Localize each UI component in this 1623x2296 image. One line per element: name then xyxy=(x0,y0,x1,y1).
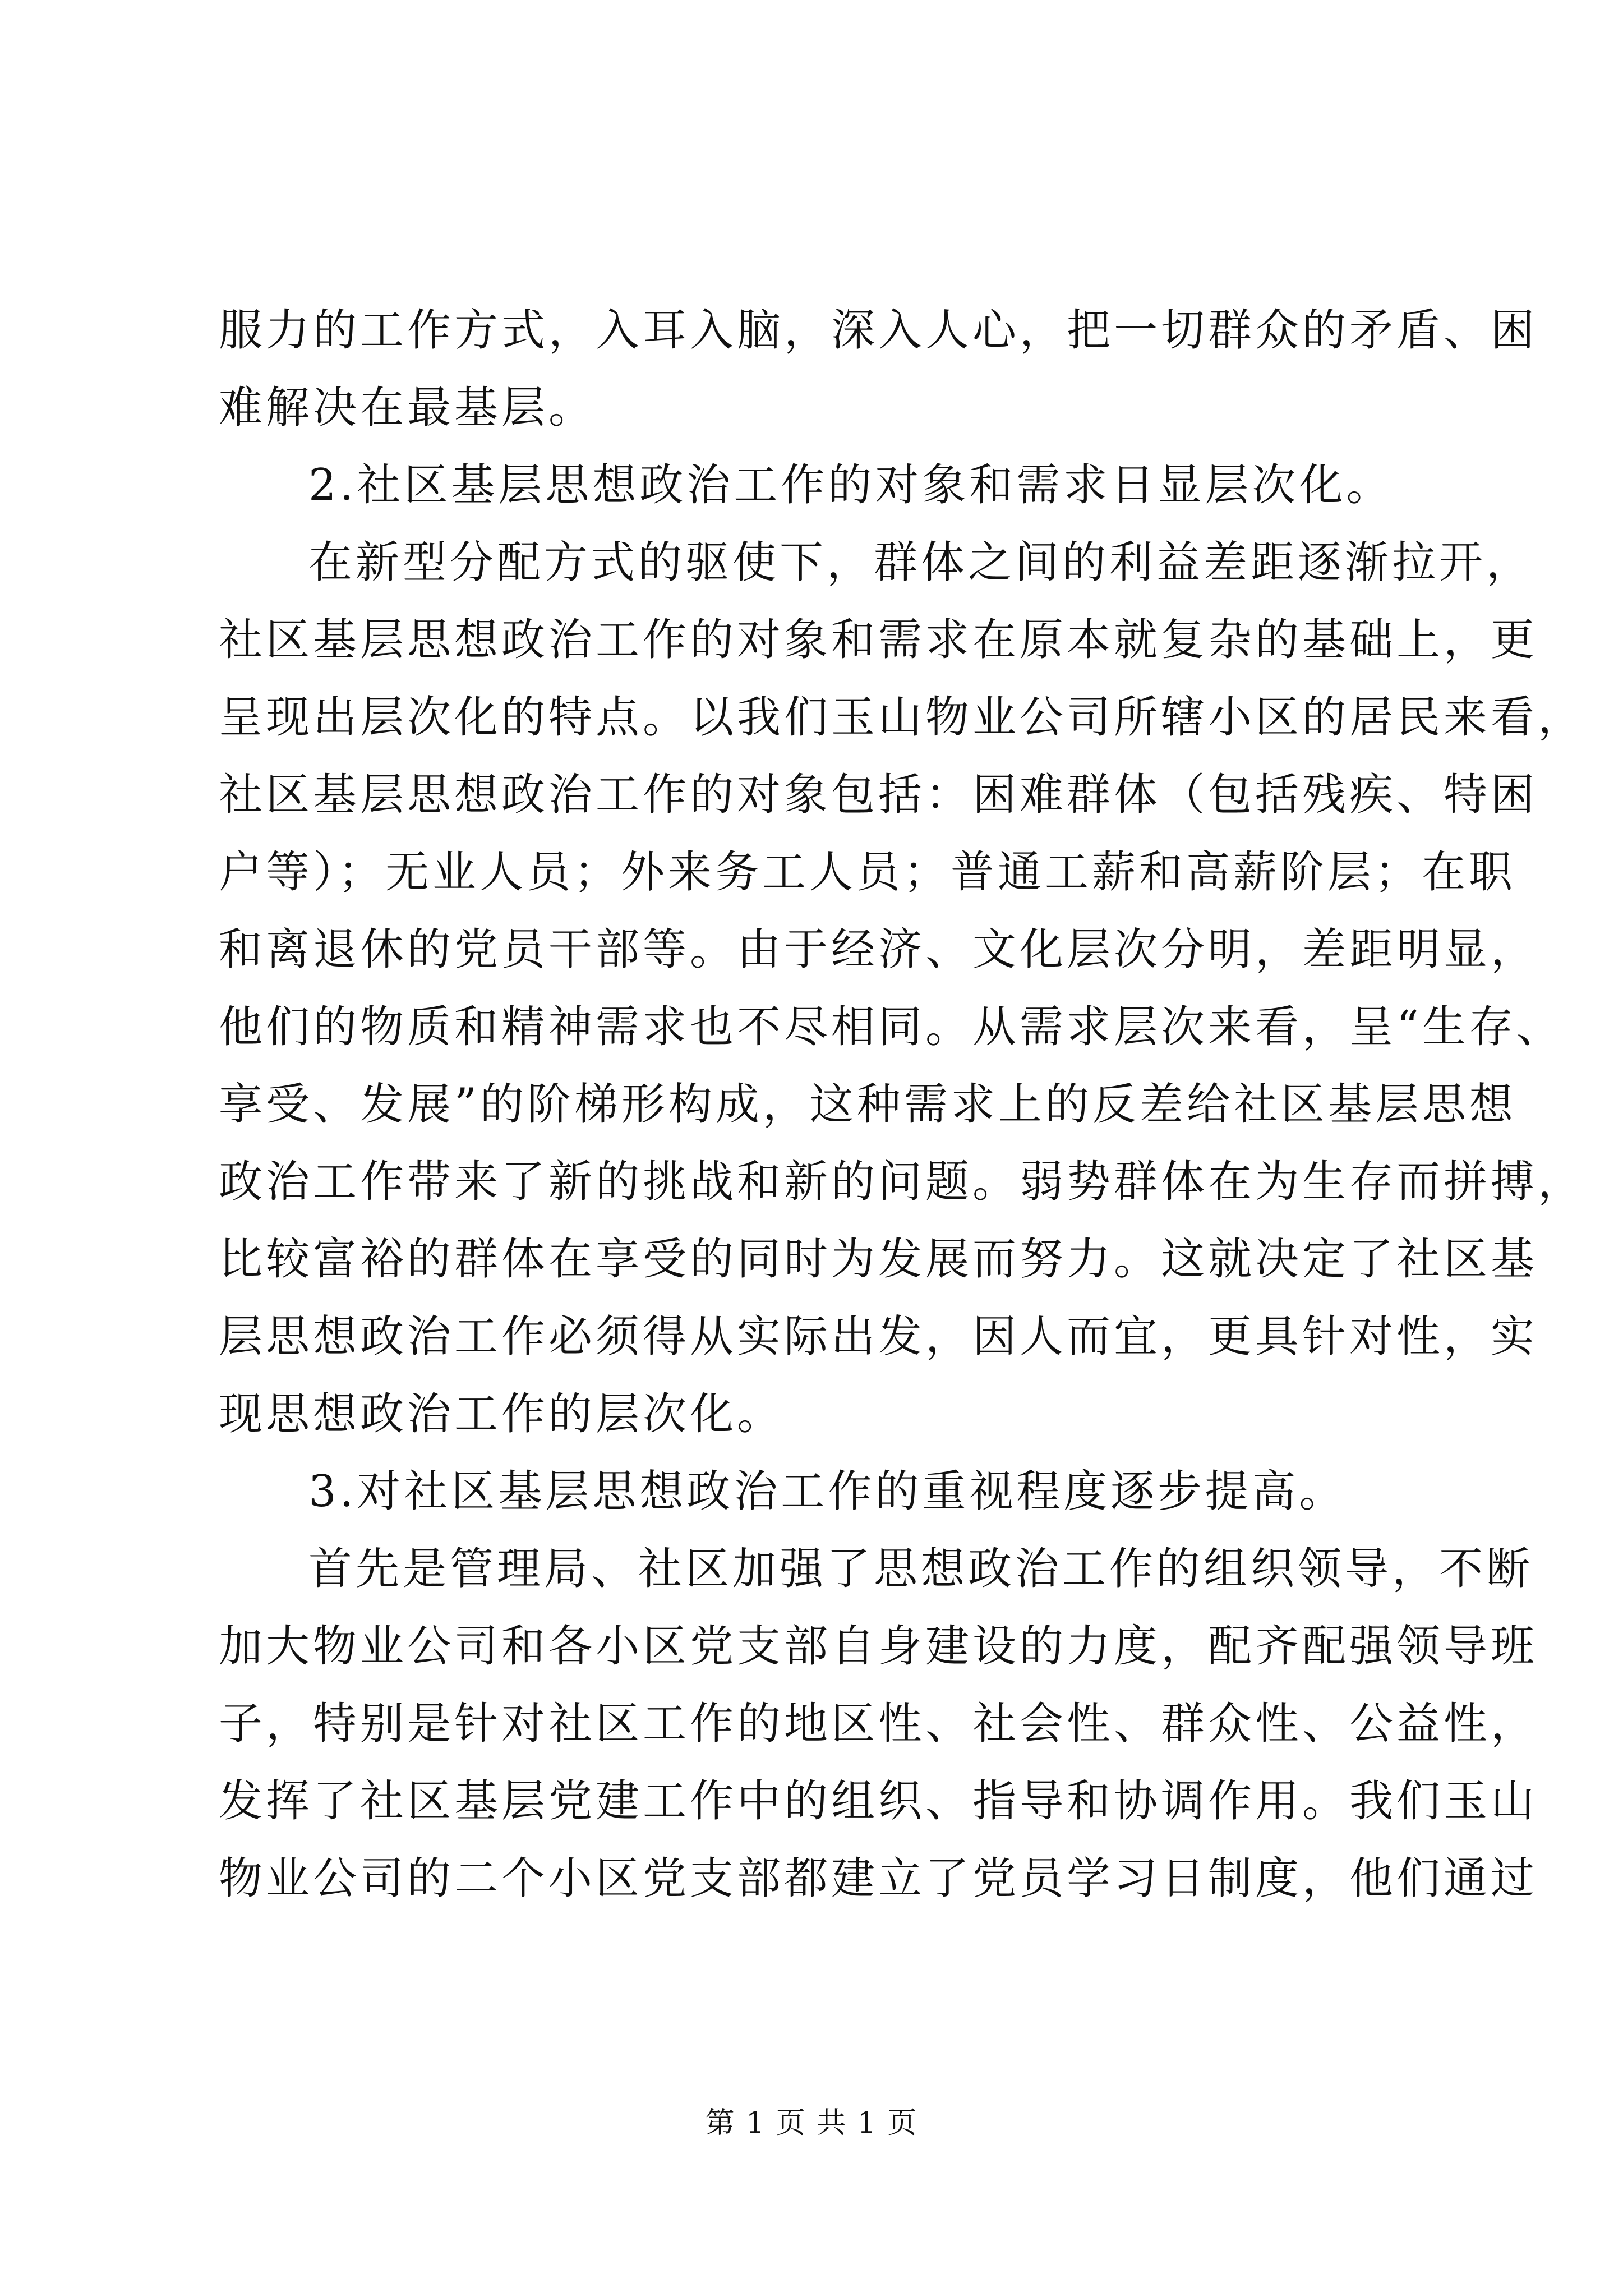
text-line: 在新型分配方式的驱使下，群体之间的利益差距逐渐拉开， xyxy=(308,537,1534,588)
section-heading: 3.对社区基层思想政治工作的重视程度逐步提高。 xyxy=(308,1466,1347,1517)
text-line: 首先是管理局、社区加强了思想政治工作的组织领导，不断 xyxy=(308,1544,1534,1594)
text-line: 他们的物质和精神需求也不尽相同。从需求层次来看，呈“生存、 xyxy=(219,1002,1564,1052)
text-line: 呈现出层次化的特点。以我们玉山物业公司所辖小区的居民来看， xyxy=(219,692,1585,743)
text-line: 享受、发展”的阶梯形构成，这种需求上的反差给社区基层思想 xyxy=(219,1079,1516,1130)
text-line: 政治工作带来了新的挑战和新的问题。弱势群体在为生存而拼搏， xyxy=(219,1157,1585,1207)
page-number: 第 1 页 共 1 页 xyxy=(705,2106,918,2140)
text-line: 子，特别是针对社区工作的地区性、社会性、群众性、公益性， xyxy=(219,1699,1538,1749)
text-line: 和离退休的党员干部等。由于经济、文化层次分明，差距明显， xyxy=(219,924,1538,975)
text-line: 社区基层思想政治工作的对象包括：困难群体（包括残疾、特困 xyxy=(219,770,1538,820)
text-line: 现思想政治工作的层次化。 xyxy=(219,1389,785,1439)
text-line: 层思想政治工作必须得从实际出发，因人而宜，更具针对性，实 xyxy=(219,1312,1538,1362)
text-line: 比较富裕的群体在享受的同时为发展而努力。这就决定了社区基 xyxy=(219,1234,1538,1285)
text-line: 加大物业公司和各小区党支部自身建设的力度，配齐配强领导班 xyxy=(219,1621,1538,1672)
text-line: 难解决在最基层。 xyxy=(219,383,596,433)
document-body xyxy=(219,292,1585,1917)
section-heading: 2.社区基层思想政治工作的对象和需求日显层次化。 xyxy=(308,460,1394,510)
text-line: 服力的工作方式，入耳入脑，深入人心，把一切群众的矛盾、困 xyxy=(219,305,1538,356)
text-line: 发挥了社区基层党建工作中的组织、指导和协调作用。我们玉山 xyxy=(219,1776,1538,1826)
text-line: 户等）；无业人员；外来务工人员；普通工薪和高薪阶层；在职 xyxy=(219,847,1516,898)
text-line: 物业公司的二个小区党支部都建立了党员学习日制度，他们通过 xyxy=(219,1853,1538,1904)
text-line: 社区基层思想政治工作的对象和需求在原本就复杂的基础上，更 xyxy=(219,615,1538,665)
page-footer xyxy=(0,2104,1623,2143)
